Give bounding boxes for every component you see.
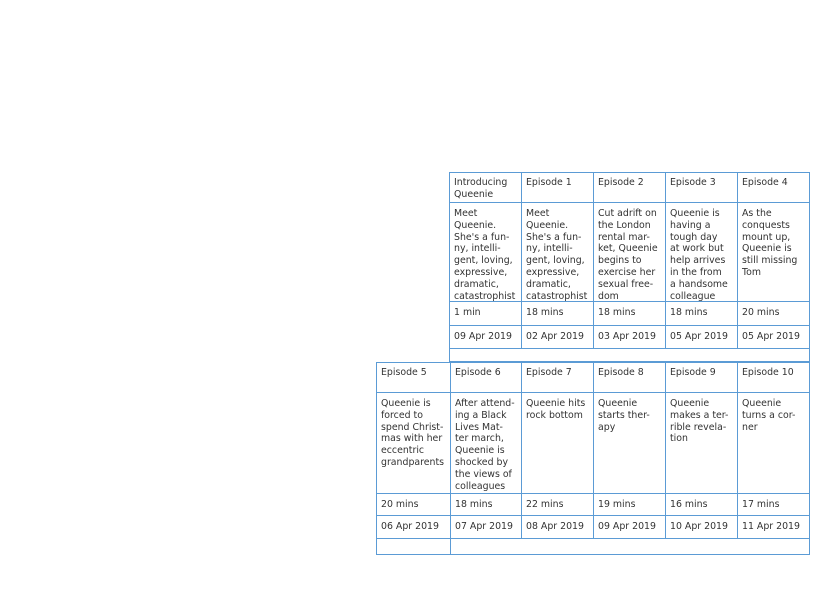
episode-title: Episode 1	[521, 172, 593, 202]
episode-date: 08 Apr 2019	[521, 515, 593, 538]
episode-date: 09 Apr 2019	[593, 515, 665, 538]
top-episode-table	[449, 172, 810, 362]
episode-title: Episode 8	[593, 362, 665, 392]
episode-date: 10 Apr 2019	[665, 515, 737, 538]
episode-duration: 18 mins	[450, 493, 521, 515]
episode-description: Queenie is forced to spend Christ- mas with her eccentric grandparents	[377, 392, 450, 493]
episode-date: 11 Apr 2019	[737, 515, 809, 538]
episode-date: 07 Apr 2019	[450, 515, 521, 538]
episode-description: Queenie starts ther- apy	[593, 392, 665, 493]
episode-title: Episode 10	[737, 362, 809, 392]
episode-date: 05 Apr 2019	[737, 325, 809, 348]
episode-date: 02 Apr 2019	[521, 325, 593, 348]
episode-description: Queenie turns a cor- ner	[737, 392, 809, 493]
episode-description: Meet Queenie. She's a fun- ny, intelli- gent, loving, expressive, dramatic, catastrophist	[521, 202, 593, 301]
episode-duration: 22 mins	[521, 493, 593, 515]
episode-description: Cut adrift on the London rental mar- ket, Queenie begins to exercise her sexual free- dom	[593, 202, 665, 301]
episode-title: Episode 2	[593, 172, 665, 202]
bottom-episode-table	[376, 362, 810, 555]
episode-title: Introducing Queenie	[454, 177, 508, 200]
episode-title: Episode 5	[381, 367, 427, 378]
episode-date: 03 Apr 2019	[593, 325, 665, 348]
episode-duration: 18 mins	[521, 301, 593, 325]
episode-title: Episode 9	[665, 362, 737, 392]
episode-title: Episode 3	[665, 172, 737, 202]
episode-title: Episode 4	[737, 172, 809, 202]
episode-title: Episode 6	[450, 362, 521, 392]
episode-description: Meet Queenie. She's a fun- ny, intelli- gent, loving, expressive, dramatic, catastrophist	[450, 202, 522, 301]
table-spacer	[377, 538, 450, 554]
episode-description: As the conquests mount up, Queenie is still missing Tom	[737, 202, 809, 301]
episode-description: Queenie hits rock bottom	[521, 392, 593, 493]
episode-description: Queenie makes a ter- rible revela- tion	[665, 392, 737, 493]
episode-duration: 16 mins	[665, 493, 737, 515]
episode-date: 05 Apr 2019	[665, 325, 737, 348]
episode-duration: 1 min	[450, 301, 522, 325]
episode-duration: 20 mins	[377, 493, 450, 515]
episode-description: After attend- ing a Black Lives Mat- ter march, Queenie is shocked by the views of colleagues	[450, 392, 521, 493]
table-spacer	[450, 538, 809, 554]
episode-duration: 20 mins	[737, 301, 809, 325]
table-spacer	[450, 348, 809, 361]
episode-description: Queenie is having a tough day at work but help arrives in the from a handsome colleague	[665, 202, 737, 301]
episode-duration: 18 mins	[665, 301, 737, 325]
episode-duration: 17 mins	[737, 493, 809, 515]
episode-date: 06 Apr 2019	[377, 515, 450, 538]
episode-duration: 18 mins	[593, 301, 665, 325]
episode-duration: 19 mins	[593, 493, 665, 515]
episode-date: 09 Apr 2019	[450, 325, 522, 348]
episode-title: Episode 7	[521, 362, 593, 392]
